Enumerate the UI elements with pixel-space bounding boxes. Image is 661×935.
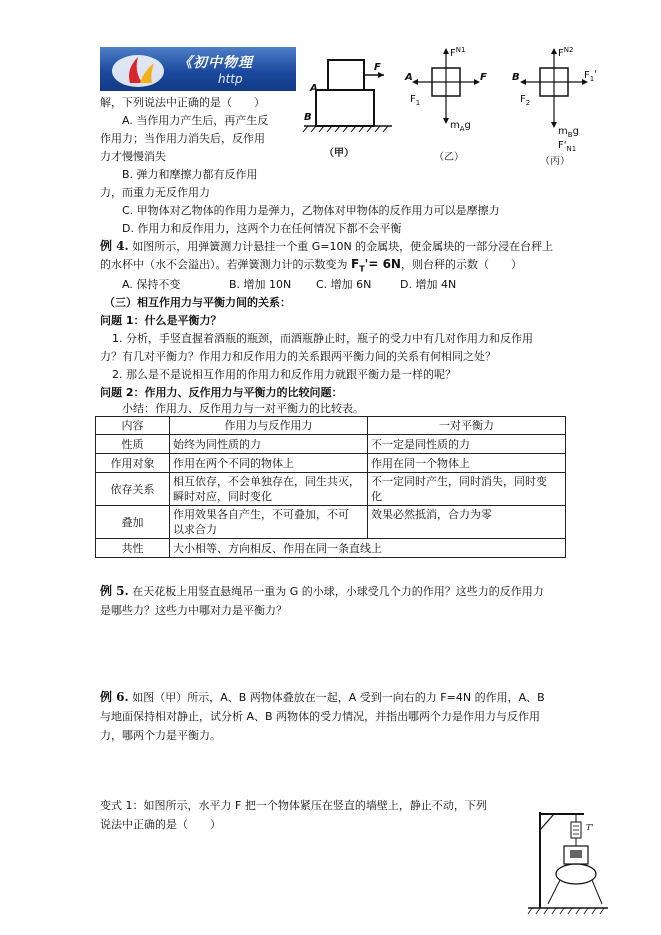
example6-line1: 例 6. 如图（甲）所示，A、B 两物体叠放在一起，A 受到一向右的力 F=4N 的作用，A、B: [100, 690, 545, 704]
jia-label-f: F: [374, 62, 381, 73]
table-cell: 叠加: [96, 506, 170, 539]
table-cell: 性质: [96, 435, 170, 454]
example4-line1: 例 4. 如图所示，用弹簧测力计悬挂一个重 G=10N 的金属块，使金属块的一部分浸在台秤上: [100, 239, 554, 253]
bing-caption: （丙）: [540, 156, 570, 167]
question1-para1-line2: 力？有几对平衡力？作用力和反作用力的关系跟两平衡力间的关系有何相同之处？: [100, 350, 496, 363]
figure-bing: [520, 48, 588, 128]
example6-label: 例 6.: [100, 690, 129, 704]
yi-weight: $m_Ag$: [450, 120, 471, 133]
yi-caption: （乙）: [434, 152, 464, 163]
comparison-table: [95, 416, 566, 558]
table-cell: 作用效果各自产生，不可叠加，不可 以求合力: [170, 506, 368, 539]
table-cell: 作用对象: [96, 454, 170, 473]
banner-title: 《初中物理: [178, 55, 253, 71]
jia-label-b: B: [304, 112, 312, 123]
jia-label-a: A: [310, 83, 318, 94]
example4-formula: $F_T'= 6N$: [351, 257, 401, 274]
table-row: [96, 539, 566, 558]
example4-option-b: B. 增加 10N: [229, 278, 292, 291]
table-row: [96, 506, 566, 539]
bing-fn2: $F^{N2}$: [558, 46, 574, 59]
table-header: 一对平衡力: [368, 417, 566, 435]
spring-scale-figure: [520, 808, 610, 920]
variant1-line1: 变式 1：如图所示，水平力 F 把一个物体紧压在竖直的墙壁上，静止不动，下列: [100, 799, 487, 812]
example6-line3: 力，哪两个力是平衡力。: [100, 729, 221, 742]
option-c: C. 甲物体对乙物体的作用力是弹力，乙物体对甲物体的反作用力可以是摩擦力: [122, 204, 500, 217]
question2-title: 问题 2：作用力、反作用力与平衡力的比较问题：: [100, 386, 343, 399]
yi-f1: $F_1$: [410, 94, 421, 107]
example4-line2: 的水杯中（水不会溢出）。若弹簧测力计的示数变为 $F_T'= 6N$，则台秤的示数（ ）: [100, 257, 522, 274]
bing-fn1p: $F'_{N1}$: [558, 140, 577, 153]
option-a-line3: 力才慢慢消失: [100, 150, 166, 163]
table-row: [96, 454, 566, 473]
bing-label-b: B: [512, 72, 520, 83]
header-banner: [100, 47, 296, 91]
example4-option-d: D. 增加 4N: [400, 278, 457, 291]
table-header-row: [96, 417, 566, 435]
option-b-line2: 力，而重力无反作用力: [100, 186, 210, 199]
figure-yi: [412, 48, 480, 124]
force-diagram-figure: [300, 44, 605, 174]
example4-option-a: A. 保持不变: [122, 278, 181, 291]
example5-line2: 是哪些力？这些力中哪对力是平衡力？: [100, 604, 287, 617]
variant1-line2: 说法中正确的是（ ）: [100, 818, 221, 831]
question-intro: 解，下列说法中正确的是（ ）: [100, 96, 265, 109]
table-cell: 作用在同一个物体上: [368, 454, 566, 473]
yi-label-a: A: [405, 72, 413, 83]
logo-icon: [108, 51, 168, 89]
table-header: 作用力与反作用力: [170, 417, 368, 435]
example4-option-c: C. 增加 6N: [316, 278, 372, 291]
banner-url: http: [218, 72, 243, 86]
option-b-line1: B. 弹力和摩擦力都有反作用: [122, 168, 258, 181]
yi-fn1: $F^{N1}$: [450, 46, 466, 59]
table-cell: 依存关系: [96, 473, 170, 506]
question1-para1-line1: 1. 分析，手竖直握着酒瓶的瓶颈，而酒瓶静止时，瓶子的受力中有几对作用力和反作用: [112, 332, 533, 345]
example6-line2: 与地面保持相对静止，试分析 A、B 两物体的受力情况，并指出哪两个力是作用力与反作用: [100, 710, 541, 723]
summary-line: 小结：作用力、反作用力与一对平衡力的比较表。: [122, 402, 364, 415]
question1-title: 问题 1：什么是平衡力？: [100, 314, 222, 327]
table-cell: 作用在两个不同的物体上: [170, 454, 368, 473]
option-d: D. 作用力和反作用力，这两个力在任何情况下都不会平衡: [122, 222, 402, 235]
table-cell: 相互依存，不会单独存在，同生共灭， 瞬时对应，同时变化: [170, 473, 368, 506]
jia-caption: （甲）: [324, 148, 354, 159]
table-cell: 不一定是同性质的力: [368, 435, 566, 454]
table-cell: 效果必然抵消，合力为零: [368, 506, 566, 539]
example5-label: 例 5.: [100, 584, 129, 598]
table-row: [96, 473, 566, 506]
bing-f1p: $F_1'$: [584, 69, 597, 83]
question1-para2: 2. 那么是不是说相互作用的作用力和反作用力就跟平衡力是一样的呢？: [112, 368, 456, 381]
table-cell: 大小相等、方向相反、作用在同一条直线上: [170, 539, 566, 558]
bing-weight: $m_Bg$: [558, 126, 579, 139]
section3-heading: （三）相互作用力与平衡力间的关系：: [104, 296, 291, 309]
yi-label-f: F: [480, 72, 487, 83]
table-cell: 始终为同性质的力: [170, 435, 368, 454]
example4-label: 例 4.: [100, 239, 129, 253]
table-cell: 共性: [96, 539, 170, 558]
table-row: [96, 435, 566, 454]
table-cell: 不一定同时产生，同时消失，同时变 化: [368, 473, 566, 506]
option-a-line1: A. 当作用力产生后，再产生反: [122, 114, 269, 127]
table-header: 内容: [96, 417, 170, 435]
example5-line1: 例 5. 在天花板上用竖直悬绳吊一重为 G 的小球，小球受几个力的作用？这些力的反作用力: [100, 584, 544, 598]
option-a-line2: 作用力；当作用力消失后，反作用: [100, 132, 265, 145]
variant-fig-label: T': [586, 823, 594, 832]
bing-f2: $F_2$: [520, 94, 531, 107]
